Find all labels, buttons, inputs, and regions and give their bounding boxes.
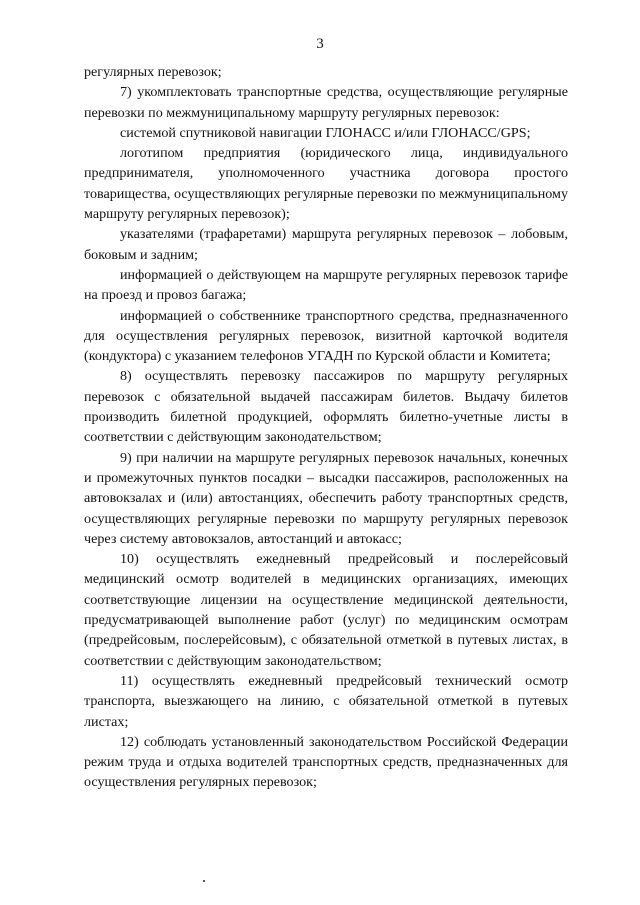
sub-item-satellite-navigation: системой спутниковой навигации ГЛОНАСС и/или ГЛОНАСС/GPS; <box>120 124 531 141</box>
sub-item-owner-info: информацией о собственнике транспортного средства, предназначенного для осуществления регулярных перевозок, визитной карточкой водителя (кондуктора) с указанием телефонов УГАДН по Курской области и Комитета; <box>84 307 568 365</box>
scan-speck <box>203 880 205 882</box>
sub-item-route-signs: указателями (трафаретами) маршрута регулярных перевозок – лобовым, боковым и задним; <box>84 226 568 263</box>
document-body <box>84 62 568 793</box>
item-11-technical-inspection: 11) осуществлять ежедневный предрейсовый технический осмотр транспорта, выезжающего на линию, с обязательной отметкой в путевых листах; <box>84 672 568 730</box>
sub-item-logo: логотипом предприятия (юридического лица, индивидуального предпринимателя, уполномоченного участника договора простого товарищества, осуществляющих регулярные перевозки по межмуниципальному маршруту регулярных перевозок); <box>84 145 568 223</box>
item-12-work-rest-regime: 12) соблюдать установленный законодательством Российской Федерации режим труда и отдыха водителей транспортных средств, предназначенных для осуществления регулярных перевозок; <box>84 733 568 791</box>
item-10-medical-inspection: 10) осуществлять ежедневный предрейсовый и послерейсовый медицинский осмотр водителей в медицинских организациях, имеющих соответствующие лицензии на осуществление медицинской деятельности, предусматривающей выполнение работ (услуг) по медицинским осмотрам (предрейсовым, послерейсовым), с обязательной отметкой в путевых листах, в соответствии с действующим законодательством; <box>84 551 568 669</box>
sub-item-fare-info: информацией о действующем на маршруте регулярных перевозок тарифе на проезд и провоз багажа; <box>84 266 568 304</box>
item-9-bus-stations: 9) при наличии на маршруте регулярных перевозок начальных, конечных и промежуточных пунктов посадки – высадки пассажиров, расположенных на автовокзалах и (или) автостанциях, обеспечить работу транспортных средств, осуществляющих регулярные перевозки по маршруту регулярных перевозок через систему автовокзалов, автостанций и автокасс; <box>84 449 568 547</box>
item-7-equip-vehicles: 7) укомплектовать транспортные средства, осуществляющие регулярные перевозки по межмуниципальному маршруту регулярных перевозок: <box>84 84 568 121</box>
paragraph-continuation: регулярных перевозок; <box>84 64 222 80</box>
item-8-tickets: 8) осуществлять перевозку пассажиров по маршруту регулярных перевозок с обязательной выдачей пассажирам билетов. Выдачу билетов производить билетной продукцией, оформлять билетно-учетные листы в соответствии с действующим законодательством; <box>84 368 568 446</box>
page-number: 3 <box>316 36 324 52</box>
